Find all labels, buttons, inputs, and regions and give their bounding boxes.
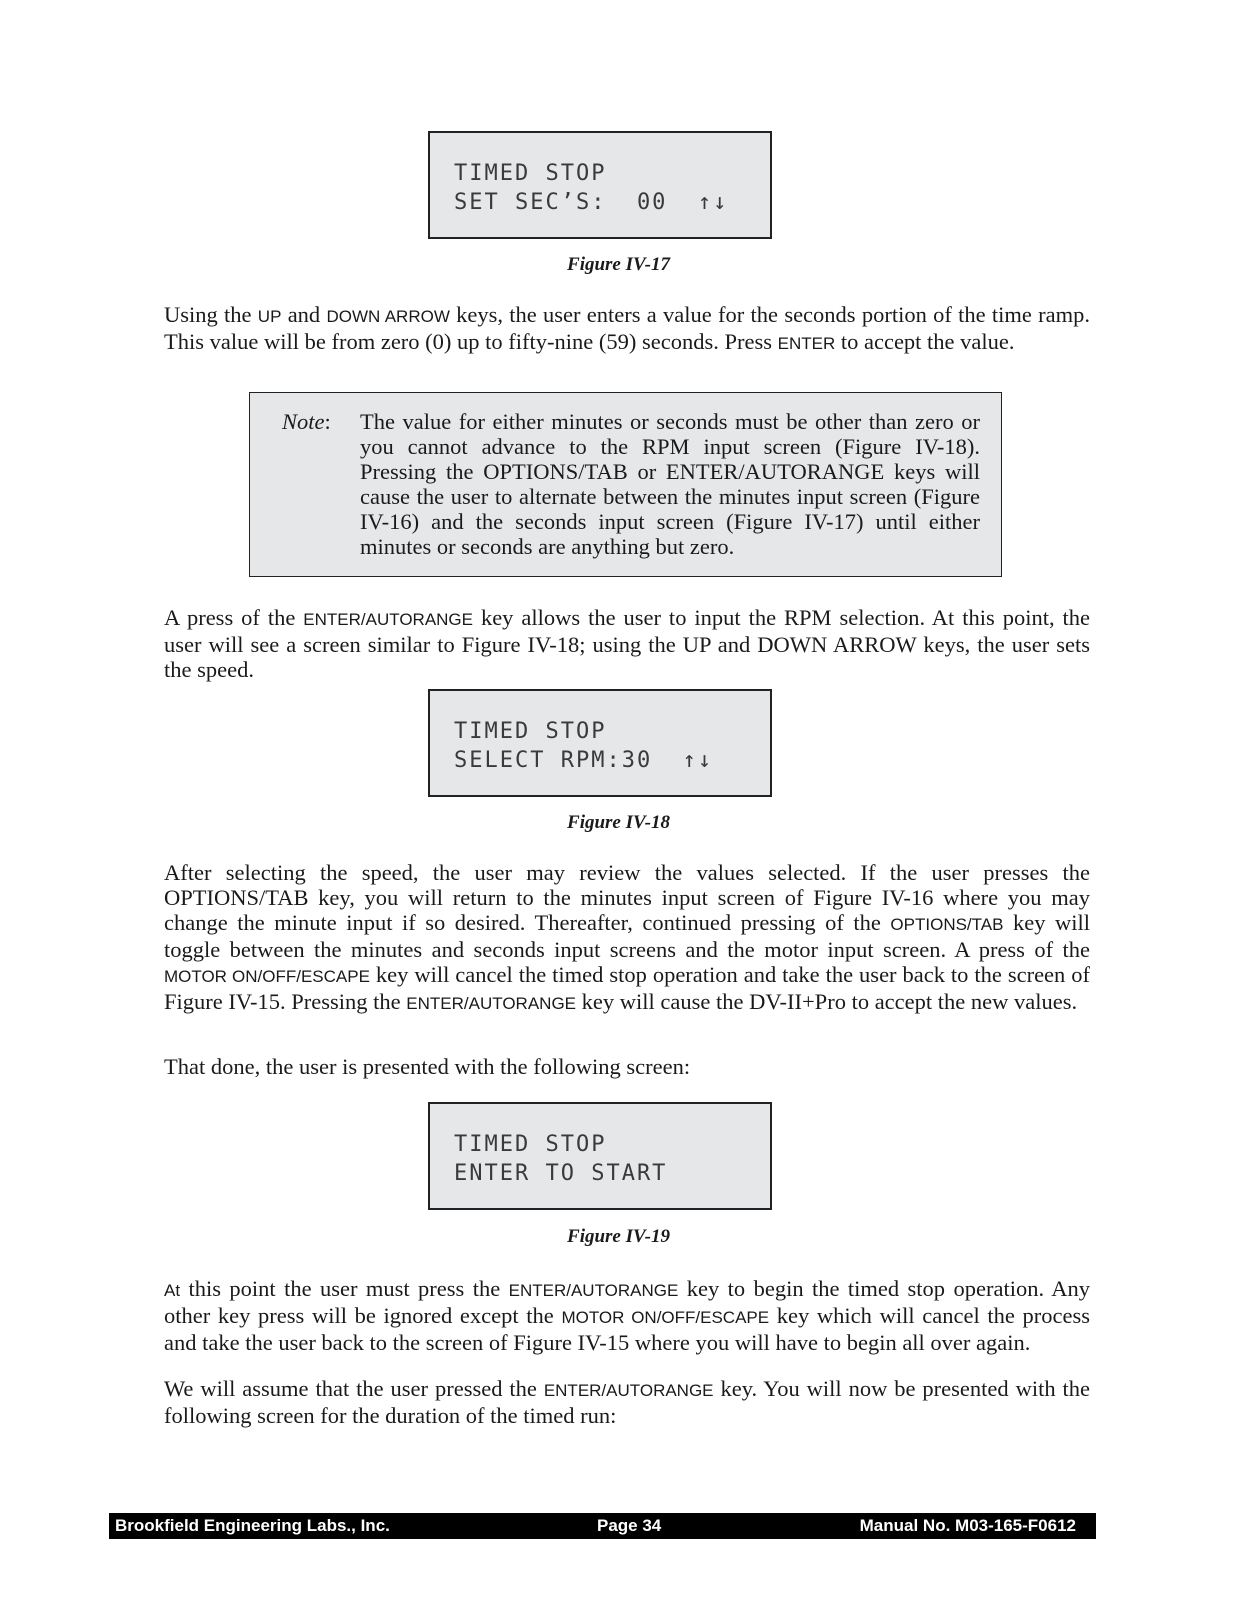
paragraph-review-values xyxy=(164,860,1090,1016)
lcd-display-fig18 xyxy=(428,689,772,797)
footer-company: Brookfield Engineering Labs., Inc. xyxy=(115,1516,390,1535)
lcd-display-fig17 xyxy=(428,131,772,239)
key-name: ENTER/AUTORANGE xyxy=(508,1281,679,1300)
text-run: key will cancel the timed stop operation and take the user back to the screen of Figure IV-15. Pressing the xyxy=(164,962,1090,1014)
paragraph-begin-timed-stop xyxy=(164,1276,1090,1355)
note-colon: : xyxy=(324,409,331,434)
lcd-display-fig19 xyxy=(428,1102,772,1210)
text-run: key. You will now be presented with the following screen for the duration of the timed run: xyxy=(164,1376,1090,1428)
text-run: A press of the xyxy=(164,605,304,630)
footer-page-number: Page 34 xyxy=(597,1516,662,1535)
text-run: After selecting the speed, the user may review the values selected. If the user presses the OPTIONS/TAB key, you will return to the minutes input screen of Figure IV-16 where you may change the minute input if so desired. Thereafter, continued pressing of the xyxy=(164,860,1090,935)
key-name: MOTOR ON/OFF/ESCAPE xyxy=(164,967,370,986)
text-run: key will cause the DV-II+Pro to accept the new values. xyxy=(576,989,1078,1014)
paragraph-seconds-entry xyxy=(164,302,1090,356)
lcd-line-1: TIMED STOP xyxy=(454,161,607,186)
lcd-line-1: TIMED STOP xyxy=(454,1132,607,1157)
paragraph-timed-run xyxy=(164,1376,1090,1428)
lcd-line-2: ENTER TO START xyxy=(454,1161,668,1186)
note-box xyxy=(249,392,1002,577)
text-run: key will toggle between the minutes and seconds input screens and the motor input screen. A press of the xyxy=(164,910,1090,962)
note-label xyxy=(282,409,331,435)
key-name: DOWN ARROW xyxy=(326,307,450,326)
text-run: Using the xyxy=(164,302,258,327)
text-run: to accept the value. xyxy=(835,329,1015,354)
key-name: UP xyxy=(257,307,282,326)
figure-caption-iv18: Figure IV-18 xyxy=(567,812,670,833)
figure-caption-iv17: Figure IV-17 xyxy=(567,254,670,275)
lcd-line-2: SELECT RPM:30 ↑↓ xyxy=(454,748,714,773)
lcd-line-1: TIMED STOP xyxy=(454,719,607,744)
note-text: The value for either minutes or seconds must be other than zero or you cannot advance to the RPM input screen (Figure IV-18). Pressing the OPTIONS/TAB or ENTER/AUTORANGE keys will cause the user to alternate between the minutes input screen (Figure IV-16) and the seconds input screen (Figure IV-17) until either minutes or seconds are anything but zero. xyxy=(360,409,980,559)
text-run: We will assume that the user pressed the xyxy=(164,1376,544,1401)
key-name: ENTER xyxy=(777,334,836,353)
paragraph-following-screen xyxy=(164,1054,1090,1079)
text-run: this point the user must press the xyxy=(180,1276,509,1301)
key-name: ENTER/AUTORANGE xyxy=(543,1381,714,1400)
figure-caption-iv19: Figure IV-19 xyxy=(567,1226,670,1247)
text-run: key which will cancel the process and take the user back to the screen of Figure IV-15 where you will have to begin all over again. xyxy=(164,1303,1090,1355)
footer-manual-number: Manual No. M03-165-F0612 xyxy=(859,1516,1076,1535)
paragraph-rpm-selection xyxy=(164,605,1090,682)
key-name: OPTIONS/TAB xyxy=(890,915,1004,934)
text-run: At xyxy=(164,1281,181,1300)
note-label-word: Note xyxy=(282,409,325,434)
key-name: ENTER/AUTORANGE xyxy=(303,610,473,629)
key-name: ENTER/AUTORANGE xyxy=(406,994,577,1013)
key-name: MOTOR ON/OFF/ESCAPE xyxy=(561,1308,770,1327)
text-run: keys, the user enters a value for the seconds portion of the time ramp. This value will be from zero (0) up to fifty-nine (59) seconds. Press xyxy=(164,302,1090,354)
lcd-line-2: SET SEC’S: 00 ↑↓ xyxy=(454,190,729,215)
text-run: and xyxy=(281,302,327,327)
text-run: key allows the user to input the RPM selection. At this point, the user will see a screen similar to Figure IV-18; using the UP and DOWN ARROW keys, the user sets the speed. xyxy=(164,605,1091,682)
text-run: key to begin the timed stop operation. Any other key press will be ignored except the xyxy=(164,1276,1090,1328)
page-footer xyxy=(109,1513,1096,1539)
text-run: That done, the user is presented with the following screen: xyxy=(164,1054,691,1079)
